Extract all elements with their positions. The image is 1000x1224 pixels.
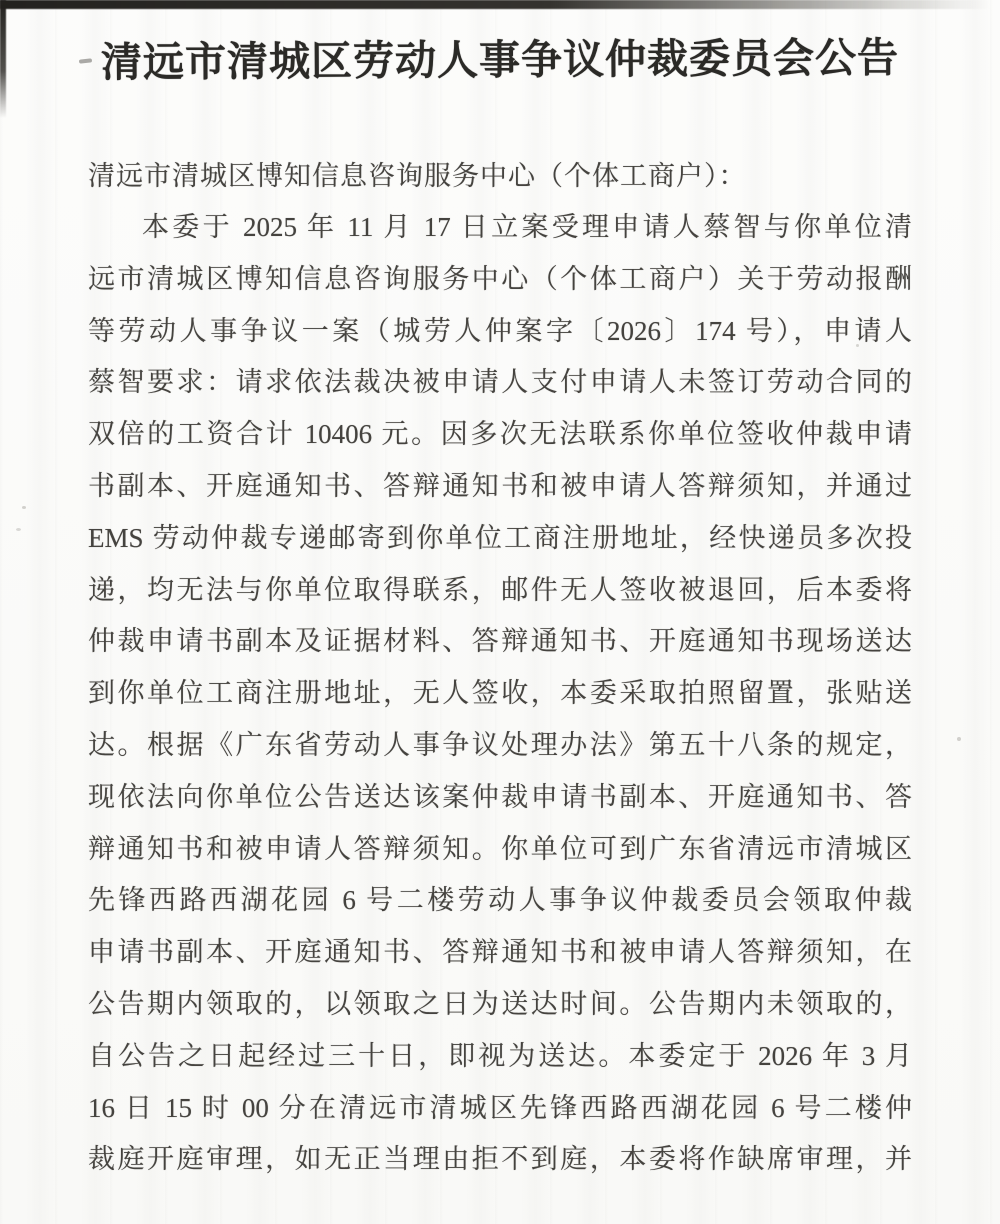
body-line: 双倍的工资合计 10406 元。因多次无法联系你单位签收仲裁申请 xyxy=(88,419,912,450)
body-line: 蔡智要求：请求依法裁决被申请人支付申请人未签订劳动合同的 xyxy=(88,367,912,398)
body-line: 书副本、开庭通知书、答辩通知书和被申请人答辩须知，并通过 xyxy=(88,470,912,501)
scan-speck xyxy=(856,344,859,347)
body-line: 16 日 15 时 00 分在清远市清城区先锋西路西湖花园 6 号二楼仲 xyxy=(88,1092,912,1123)
body-line: 远市清城区博知信息咨询服务中心（个体工商户）关于劳动报酬 xyxy=(88,263,912,294)
scan-speck xyxy=(16,528,21,531)
body-line: 裁庭开庭审理，如无正当理由拒不到庭，本委将作缺席审理，并 xyxy=(88,1144,912,1175)
body-line: 达。根据《广东省劳动人事争议处理办法》第五十八条的规定， xyxy=(88,729,912,760)
document-body xyxy=(88,150,912,1186)
body-line: EMS 劳动仲裁专递邮寄到你单位工商注册地址，经快递员多次投 xyxy=(88,522,912,553)
document-title: 清远市清城区劳动人事争议仲裁委员会公告 xyxy=(100,34,900,86)
body-line: 递，均无法与你单位取得联系，邮件无人签收被退回，后本委将 xyxy=(88,574,912,605)
scan-edge-left-artifact xyxy=(0,0,6,118)
notice-paragraph xyxy=(88,202,912,1186)
scan-speck xyxy=(22,506,26,509)
recipient-salutation-line: 清远市清城区博知信息咨询服务中心（个体工商户）： xyxy=(88,161,747,191)
body-line: 仲裁申请书副本及证据材料、答辩通知书、开庭通知书现场送达 xyxy=(88,626,912,657)
body-line: 先锋西路西湖花园 6 号二楼劳动人事争议仲裁委员会领取仲裁 xyxy=(88,885,912,916)
body-line: 现依法向你单位公告送达该案仲裁申请书副本、开庭通知书、答 xyxy=(88,781,912,812)
body-line: 到你单位工商注册地址，无人签收，本委采取拍照留置，张贴送 xyxy=(88,678,912,709)
body-line: 公告期内领取的，以领取之日为送达时间。公告期内未领取的， xyxy=(88,988,912,1019)
body-line: 等劳动人事争议一案（城劳人仲案字〔2026〕174 号），申请人 xyxy=(88,315,912,346)
body-line: 申请书副本、开庭通知书、答辩通知书和被申请人答辩须知，在 xyxy=(88,937,912,968)
body-line: 本委于 2025 年 11 月 17 日立案受理申请人蔡智与你单位清 xyxy=(142,212,912,242)
body-line: 自公告之日起经过三十日，即视为送达。本委定于 2026 年 3 月 xyxy=(88,1040,912,1071)
scan-edge-top-artifact xyxy=(0,0,1000,9)
scan-speck xyxy=(957,737,961,741)
body-line: 辩通知书和被申请人答辩须知。你单位可到广东省清远市清城区 xyxy=(88,833,912,864)
